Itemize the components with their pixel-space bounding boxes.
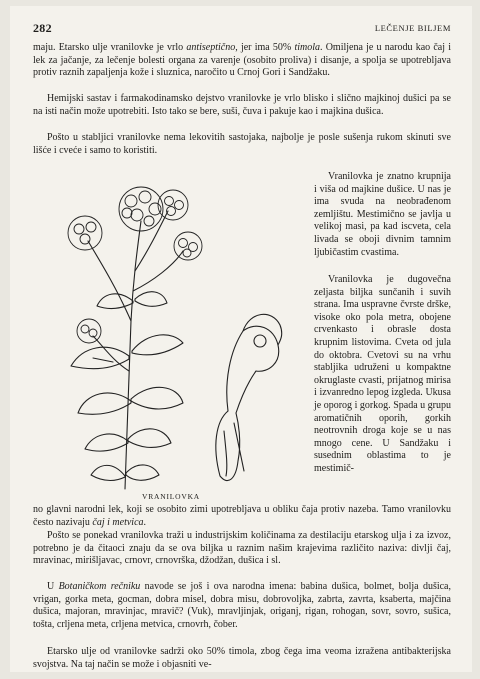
paragraph-regional-names: Pošto se ponekad vranilovka traži u industrijskim količinama za destilaciju etarskog ulja i za izvoz, potrebno je da čitaoci znaju da se ova biljka u raznim našim krajevima različito naziva: divlji čaj, mravinac, mirišljavac, crnovr, crnovrška, džodžan, dušica i sl.: [33, 530, 451, 567]
paragraph-antiseptic: maju. Etarsko ulje vranilovke je vrlo antiseptično, jer ima 50% timola. Omiljena je u narodu kao čaj i lek za jačanje, za lečenje bolesti organa za varenje (osobito proliva) i disanje, a spolja se upotrebljava protiv raznih zapaljenja kože i sluznica, naročito u Crnoj Gori i Sandžaku.: [33, 42, 451, 79]
paragraph-description-size: Vranilovka je znatno krupnija i viša od majkine dušice. U nas je ima svuda na neobrađenom zemljištu. Mestimično se javlja u velikoj masi, pa kad iscveta, cela livada se oboji divnim tamnim ljubičastim cvastima.: [314, 171, 451, 258]
vranilovka-illustration: [33, 171, 301, 491]
running-title: LEČENJE BILJEM: [374, 23, 451, 33]
paragraph-botanical-dictionary: U Botaničkom rečniku navode se još i ova narodna imena: babina dušica, bolmet, bolja dušica, vrigan, gorka meta, gocman, dobra misel, dobra misu, dobrovoljka, zabrta, zavrta, ksaberta, majčina dušica, majoran, mravinjac, mravič? (Vuk), mravljinjak, origanj, rigan, rohogan, sovr, sovro, sušica, tošta, crljena meta, crljena metvica, crnovrh, čober.: [33, 581, 451, 630]
paragraph-folk-remedy: no glavni narodni lek, koji se osobito zimi upotrebljava u obliku čaja protiv nazeba. Tamo vranilovku često nazivaju čaj i metvica.: [33, 504, 451, 528]
emphasis-thymol: timola: [294, 42, 320, 53]
figure-caption: VRANILOVKA: [142, 492, 200, 501]
page-header: [33, 21, 451, 35]
paragraph-essential-oil: Etarsko ulje od vranilovke sadrži oko 50% timola, zbog čega ima veoma izražena antibakterijska svojstva. Na taj način se može i objasniti ve-: [33, 646, 451, 670]
emphasis-dictionary-title: Botaničkom rečniku: [58, 581, 141, 592]
emphasis-antiseptic: antiseptično: [186, 42, 236, 53]
page-number: 282: [33, 21, 52, 35]
book-page: [10, 6, 472, 672]
paragraph-chemical-composition: Hemijski sastav i farmakodinamsko dejstvo vranilovke je vrlo blisko i slično majkinoj dušici pa se na isti način može upotrebiti. Isto tako se bere, suši, čuva i pakuje kao i majkina dušica.: [33, 93, 451, 117]
paragraph-description-habitat: Vranilovka je dugovečna zeljasta biljka sunčanih i suvih strana. Ima uspravne čvrste drške, visoke oko pola metra, obojene crvenkasto i obrasle dosta krupnim listovima. Cveta od jula do oktobra. Cvetovi su na vrhu stabljika udruženi u kompaktne okruglaste cvasti, prijatnog mirisa i izvanredno lepog izgleda. Ukusa je oporog i gorkog. Spada u grupu aromatičnih oporih, gorkih neotrovnih droga koje se u nas mnogo cene. U Sandžaku i susednim oblastima to je mestimič-: [314, 274, 451, 474]
paragraph-harvesting: Pošto u stabljici vranilovke nema lekovitih sastojaka, najbolje je posle sušenja rukom skinuti sve lišće i cveće i samo to koristiti.: [33, 132, 451, 156]
emphasis-folk-name: čaj i metvica: [92, 516, 144, 528]
